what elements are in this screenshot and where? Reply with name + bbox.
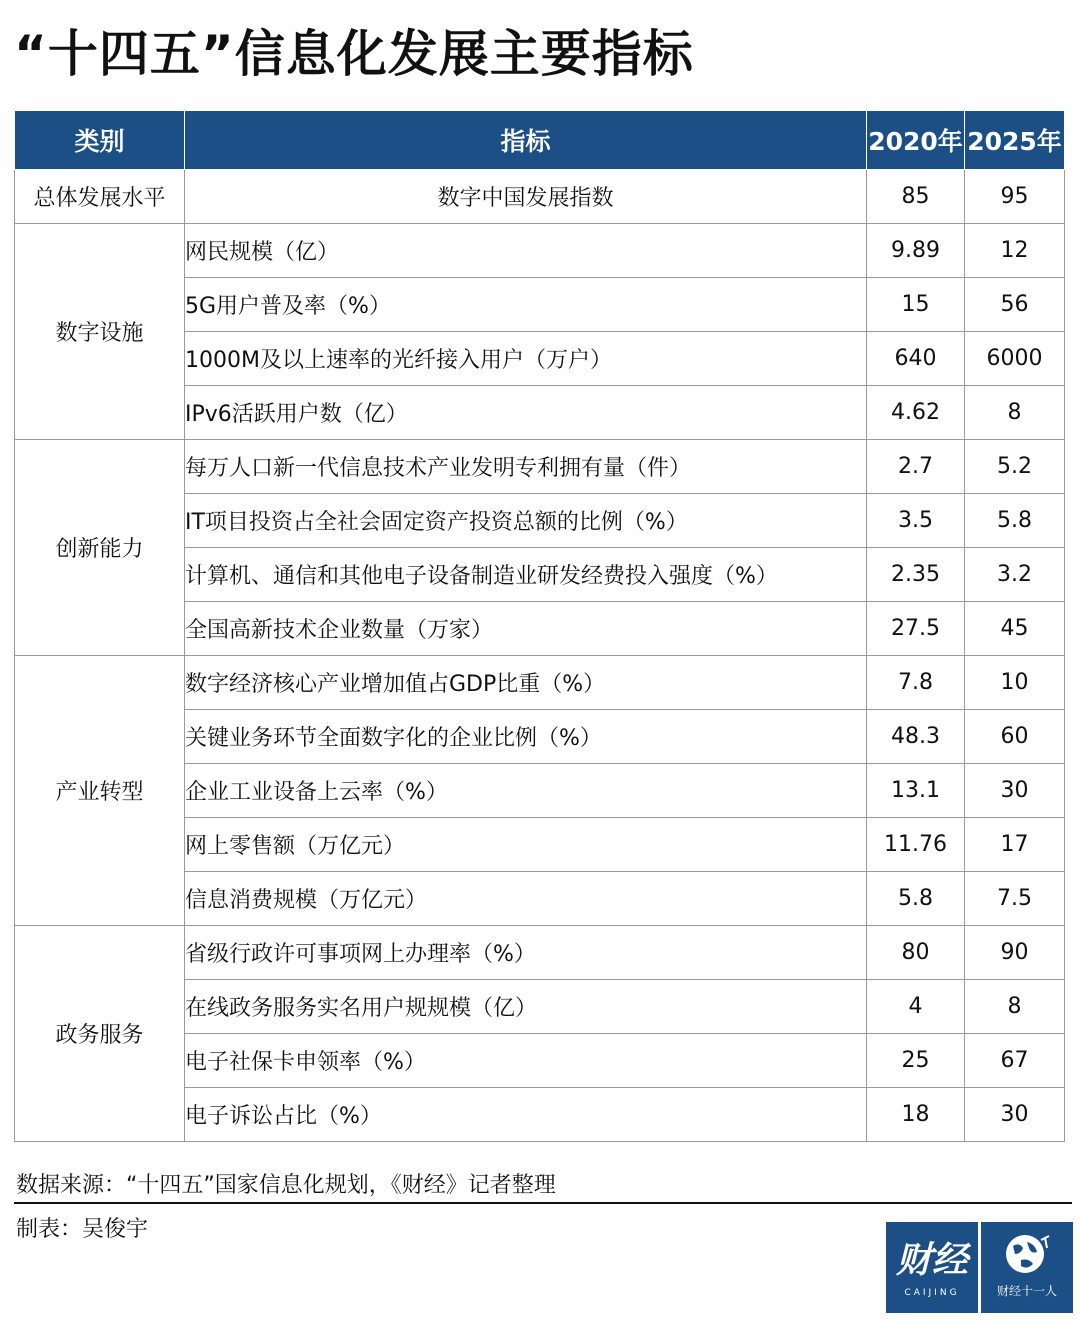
value-2020-cell: 11.76 xyxy=(867,818,965,872)
value-2020-cell: 5.8 xyxy=(867,872,965,926)
indicator-cell: 计算机、通信和其他电子设备制造业研发经费投入强度（%） xyxy=(185,548,867,602)
value-2025-cell: 95 xyxy=(965,170,1065,224)
value-2020-cell: 4 xyxy=(867,980,965,1034)
value-2020-cell: 15 xyxy=(867,278,965,332)
caijing-logo-text: 财经 xyxy=(895,1240,968,1281)
indicator-cell: 关键业务环节全面数字化的企业比例（%） xyxy=(185,710,867,764)
value-2025-cell: 45 xyxy=(965,602,1065,656)
header-indicator: 指标 xyxy=(185,111,867,170)
value-2025-cell: 30 xyxy=(965,764,1065,818)
header-2025: 2025年 xyxy=(965,111,1065,170)
value-2025-cell: 8 xyxy=(965,980,1065,1034)
globe-icon xyxy=(1001,1232,1053,1276)
value-2025-cell: 17 xyxy=(965,818,1065,872)
value-2020-cell: 2.7 xyxy=(867,440,965,494)
indicator-cell: IT项目投资占全社会固定资产投资总额的比例（%） xyxy=(185,494,867,548)
indicator-cell: 企业工业设备上云率（%） xyxy=(185,764,867,818)
indicator-cell: 电子社保卡申领率（%） xyxy=(185,1034,867,1088)
value-2025-cell: 7.5 xyxy=(965,872,1065,926)
category-cell: 政务服务 xyxy=(15,926,185,1142)
indicator-cell: 5G用户普及率（%） xyxy=(185,278,867,332)
value-2025-cell: 60 xyxy=(965,710,1065,764)
value-2020-cell: 85 xyxy=(867,170,965,224)
indicator-cell: 数字经济核心产业增加值占GDP比重（%） xyxy=(185,656,867,710)
page-title: “十四五”信息化发展主要指标 xyxy=(14,25,694,83)
header-category: 类别 xyxy=(15,111,185,170)
header-2020: 2020年 xyxy=(867,111,965,170)
table-maker-credit: 制表：吴俊宇 xyxy=(16,1217,149,1242)
indicators-table xyxy=(14,110,1065,1142)
value-2025-cell: 67 xyxy=(965,1034,1065,1088)
category-cell: 创新能力 xyxy=(15,440,185,656)
value-2020-cell: 4.62 xyxy=(867,386,965,440)
value-2025-cell: 56 xyxy=(965,278,1065,332)
table-row xyxy=(15,926,1065,980)
value-2020-cell: 13.1 xyxy=(867,764,965,818)
indicator-cell: 电子诉讼占比（%） xyxy=(185,1088,867,1142)
indicator-cell: 网民规模（亿） xyxy=(185,224,867,278)
value-2020-cell: 3.5 xyxy=(867,494,965,548)
indicator-cell: 网上零售额（万亿元） xyxy=(185,818,867,872)
value-2020-cell: 7.8 xyxy=(867,656,965,710)
value-2025-cell: 8 xyxy=(965,386,1065,440)
indicator-cell: 全国高新技术企业数量（万家） xyxy=(185,602,867,656)
category-cell: 数字设施 xyxy=(15,224,185,440)
table-row xyxy=(15,170,1065,224)
source-note: 数据来源：“十四五”国家信息化规划，《财经》记者整理 xyxy=(16,1173,556,1198)
category-cell: 产业转型 xyxy=(15,656,185,926)
value-2025-cell: 5.2 xyxy=(965,440,1065,494)
value-2020-cell: 48.3 xyxy=(867,710,965,764)
value-2020-cell: 640 xyxy=(867,332,965,386)
indicator-cell: 在线政务服务实名用户规规模（亿） xyxy=(185,980,867,1034)
caijing-eleven-logo-text: 财经十一人 xyxy=(996,1284,1057,1298)
value-2025-cell: 3.2 xyxy=(965,548,1065,602)
value-2020-cell: 9.89 xyxy=(867,224,965,278)
indicator-cell: IPv6活跃用户数（亿） xyxy=(185,386,867,440)
footer-divider xyxy=(14,1202,1072,1204)
value-2025-cell: 10 xyxy=(965,656,1065,710)
value-2020-cell: 2.35 xyxy=(867,548,965,602)
indicator-cell: 省级行政许可事项网上办理率（%） xyxy=(185,926,867,980)
table-row xyxy=(15,440,1065,494)
table-header-row xyxy=(15,111,1065,170)
value-2025-cell: 30 xyxy=(965,1088,1065,1142)
indicator-cell: 信息消费规模（万亿元） xyxy=(185,872,867,926)
table-row xyxy=(15,224,1065,278)
table-row xyxy=(15,656,1065,710)
caijing-eleven-logo xyxy=(981,1222,1073,1313)
value-2025-cell: 6000 xyxy=(965,332,1065,386)
caijing-logo xyxy=(886,1222,978,1313)
value-2025-cell: 90 xyxy=(965,926,1065,980)
caijing-logo-subtext: CAIJING xyxy=(904,1288,960,1298)
indicator-cell: 每万人口新一代信息技术产业发明专利拥有量（件） xyxy=(185,440,867,494)
value-2025-cell: 12 xyxy=(965,224,1065,278)
value-2020-cell: 25 xyxy=(867,1034,965,1088)
indicator-cell: 数字中国发展指数 xyxy=(185,170,867,224)
value-2025-cell: 5.8 xyxy=(965,494,1065,548)
value-2020-cell: 80 xyxy=(867,926,965,980)
category-cell: 总体发展水平 xyxy=(15,170,185,224)
value-2020-cell: 18 xyxy=(867,1088,965,1142)
value-2020-cell: 27.5 xyxy=(867,602,965,656)
indicator-cell: 1000M及以上速率的光纤接入用户（万户） xyxy=(185,332,867,386)
